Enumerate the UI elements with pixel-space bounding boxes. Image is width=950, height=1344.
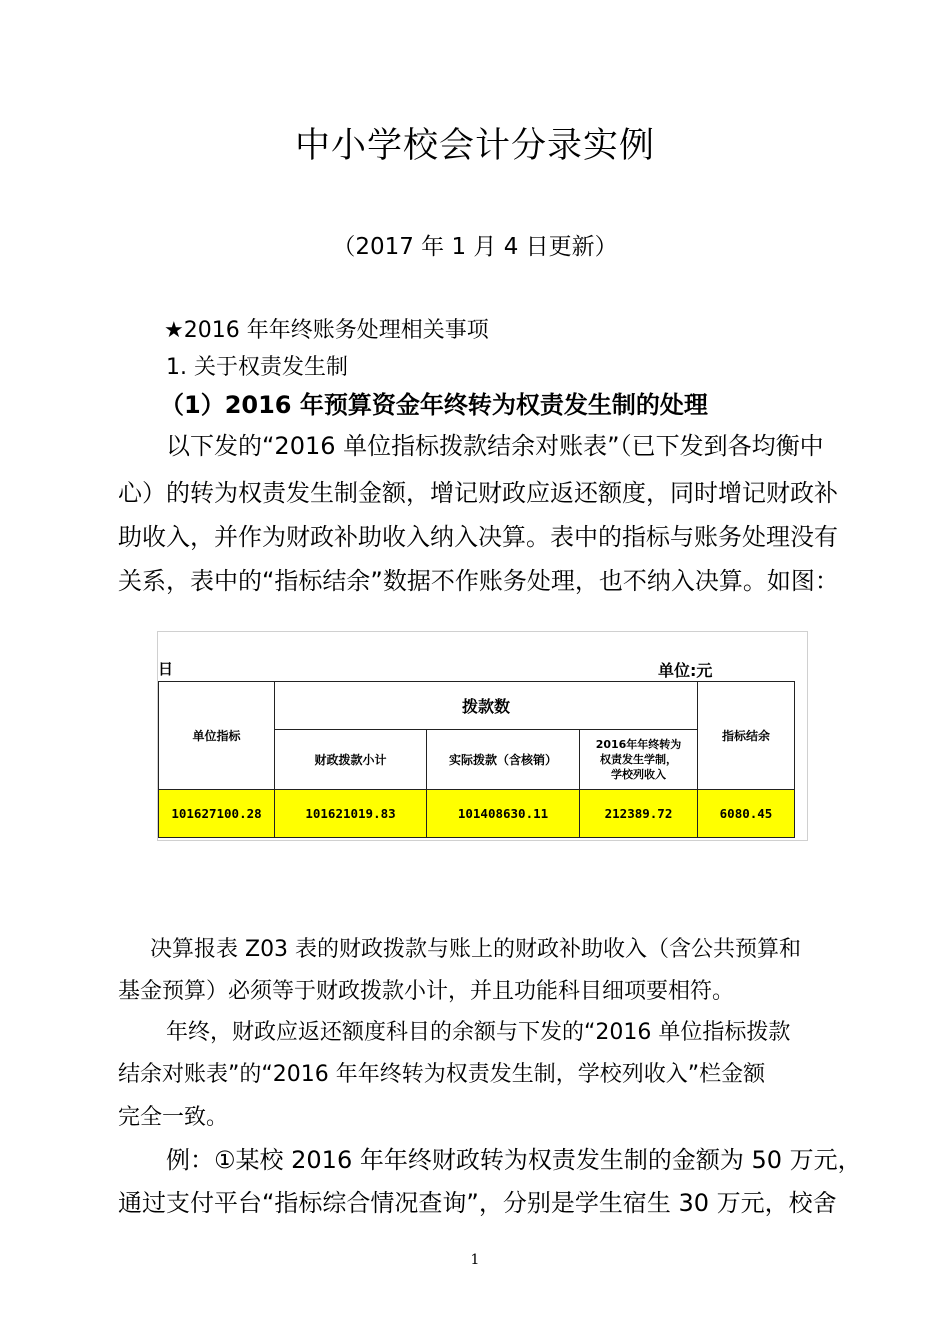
- cell-subtotal: 101621019.83: [275, 790, 427, 838]
- cell-accrual: 212389.72: [580, 790, 698, 838]
- reconciliation-table: [158, 681, 795, 838]
- paragraph-4-line-2: 通过支付平台“指标综合情况查询”，分别是学生宿生 30 万元，校舍: [118, 1189, 837, 1217]
- paragraph-3-line-2: 结余对账表”的“2016 年年终转为权责发生制，学校列收入”栏金额: [118, 1062, 766, 1087]
- page-title: 中小学校会计分录实例: [294, 126, 655, 166]
- paragraph-1-line-2: 心）的转为权责发生制金额，增记财政应返还额度，同时增记财政补: [118, 479, 838, 507]
- page-number: 1: [470, 1252, 480, 1268]
- paragraph-1-line-3: 助收入，并作为财政补助收入纳入决算。表中的指标与账务处理没有: [118, 523, 838, 551]
- paragraph-2-line-1: 决算报表 Z03 表的财政拨款与账上的财政补助收入（含公共预算和: [150, 937, 802, 962]
- header-appropriation-group: 拨款数: [275, 682, 698, 730]
- section-1-heading: 1. 关于权责发生制: [166, 355, 348, 380]
- paragraph-3-line-3: 完全一致。: [118, 1105, 229, 1130]
- table-fragment-text: 日: [158, 660, 174, 678]
- header-unit-index: 单位指标: [159, 682, 275, 790]
- header-actual: 实际拨款（含核销）: [427, 730, 580, 790]
- paragraph-2-line-2: 基金预算）必须等于财政拨款小计，并且功能科目细项要相符。: [118, 979, 735, 1004]
- table-row: [159, 790, 795, 838]
- header-accrual-line-3: 学校列收入: [611, 768, 666, 781]
- paragraph-3-line-1: 年终，财政应返还额度科目的余额与下发的“2016 单位指标拨款: [166, 1020, 791, 1045]
- cell-unit-index: 101627100.28: [159, 790, 275, 838]
- cell-actual: 101408630.11: [427, 790, 580, 838]
- paragraph-1-line-4: 关系，表中的“指标结余”数据不作账务处理，也不纳入决算。如图：: [118, 567, 839, 595]
- table-unit-label: 单位:元: [658, 661, 713, 680]
- paragraph-4-line-1: 例：①某校 2016 年年终财政转为权责发生制的金额为 50 万元，: [166, 1146, 862, 1174]
- header-index-balance: 指标结余: [698, 682, 795, 790]
- paragraph-1-line-1: 以下发的“2016 单位指标拨款结余对账表”（已下发到各均衡中: [166, 432, 824, 460]
- header-accrual-line-2: 权责发生学制，: [600, 753, 677, 766]
- reconciliation-table-image: [157, 631, 808, 841]
- star-heading: ★2016 年年终账务处理相关事项: [164, 318, 489, 343]
- header-accrual: [580, 730, 698, 790]
- header-subtotal: 财政拨款小计: [275, 730, 427, 790]
- cell-balance: 6080.45: [698, 790, 795, 838]
- update-date: （2017 年 1 月 4 日更新）: [332, 234, 618, 260]
- header-accrual-line-1: 2016年年终转为: [595, 738, 682, 751]
- section-1-1-heading: （1）2016 年预算资金年终转为权责发生制的处理: [160, 391, 708, 419]
